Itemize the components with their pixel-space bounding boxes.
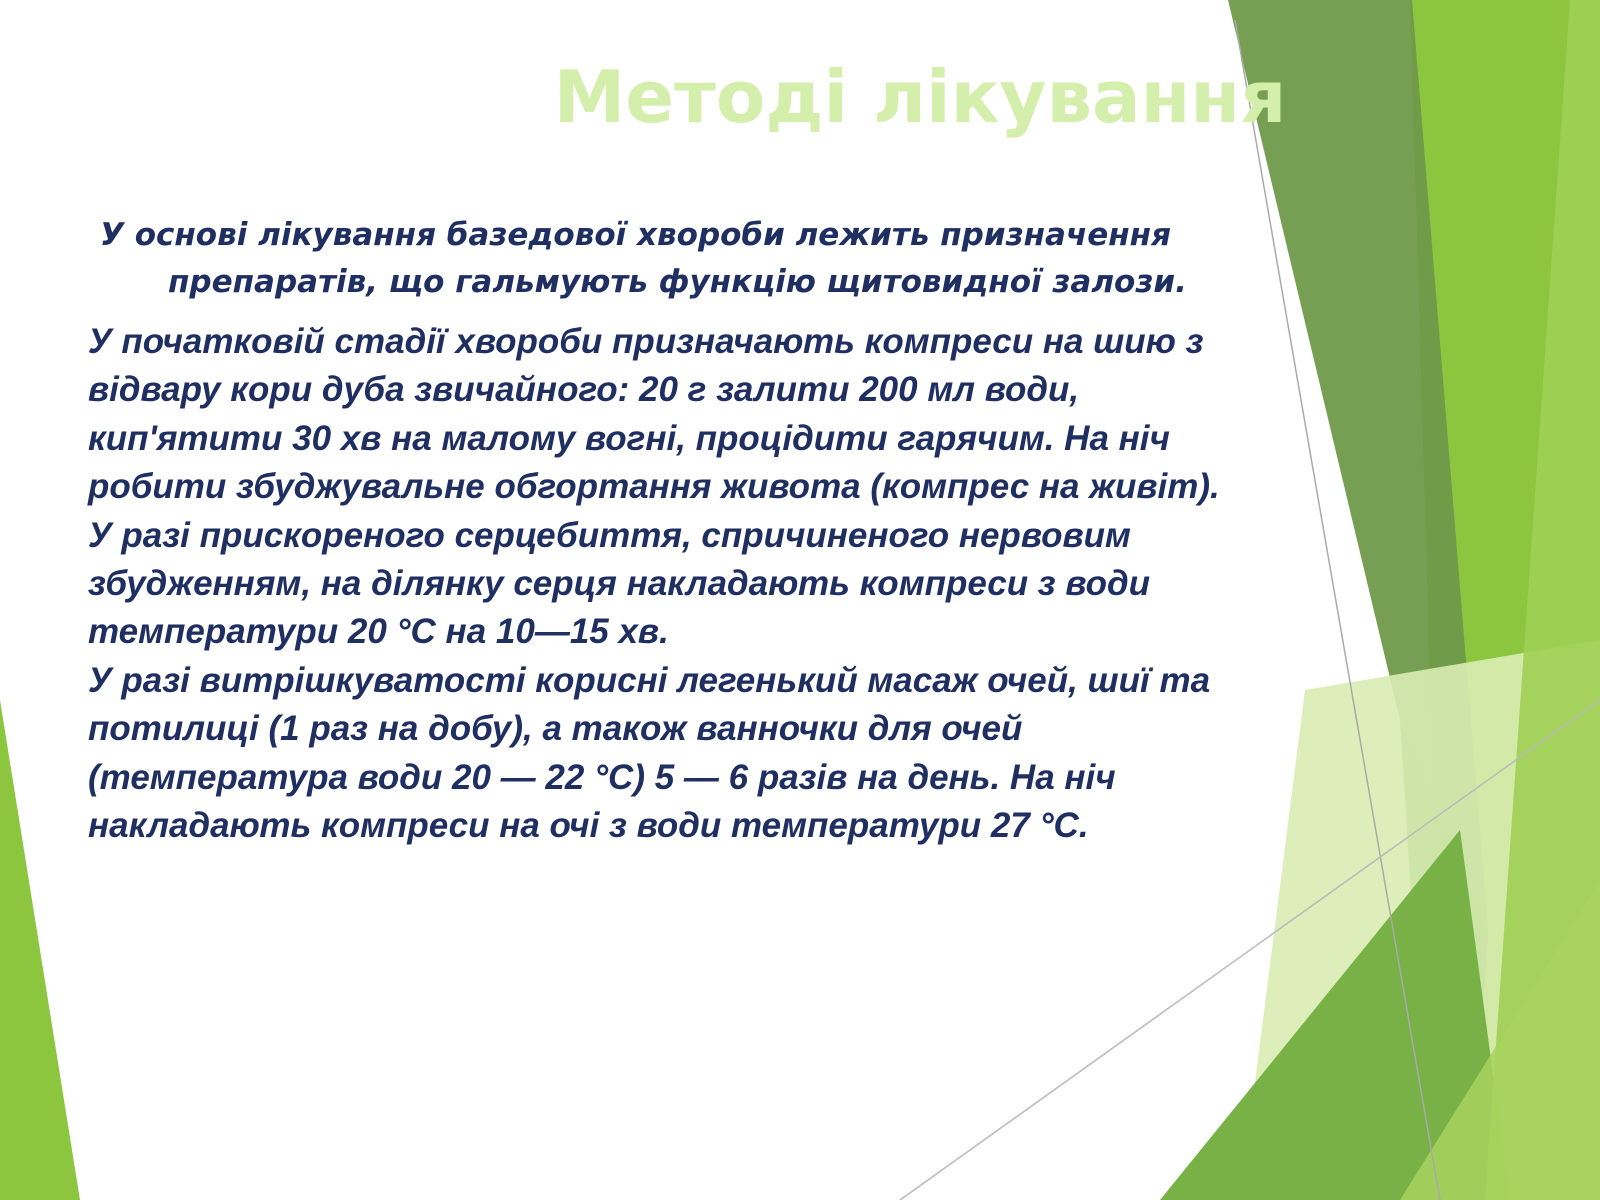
- text-line: У разі витрішкуватості корисні легенький масаж очей, шиї та: [88, 660, 1211, 700]
- intro-paragraph: [100, 212, 1400, 306]
- treatment-text: [88, 318, 1408, 850]
- text-line: потилиці (1 раз на добу), а також ванночки для очей: [88, 709, 1023, 749]
- text-line: накладають компреси на очі з води температури 27 °С.: [88, 806, 1089, 846]
- text-line: кип'ятити 30 хв на малому вогні, процідити гарячим. На ніч: [88, 418, 1170, 458]
- text-line: робити збуджувальне обгортання живота (компрес на живіт).: [88, 467, 1220, 507]
- text-line: збудженням, на ділянку серця накладають компреси з води: [88, 564, 1151, 604]
- text-line: температури 20 °С на 10—15 хв.: [88, 612, 669, 652]
- left-green-sliver: [0, 700, 80, 1200]
- text-line: (температура води 20 — 22 °С) 5 — 6 разів на день. На ніч: [88, 757, 1116, 797]
- text-line: У початковій стадії хвороби призначають компреси на шию з: [88, 322, 1204, 361]
- slide-title: Методі лікування: [553, 55, 1287, 139]
- text-line: У разі прискореного серцебиття, спричиненого нервовим: [88, 515, 1131, 555]
- text-line: відвару кори дуба звичайного: 20 г залити 200 мл води,: [88, 370, 1080, 410]
- intro-line: препаратів, що гальмують функцію щитовидної залози.: [168, 264, 1187, 300]
- intro-line: У основі лікування базедової хвороби лежить призначення: [100, 217, 1171, 253]
